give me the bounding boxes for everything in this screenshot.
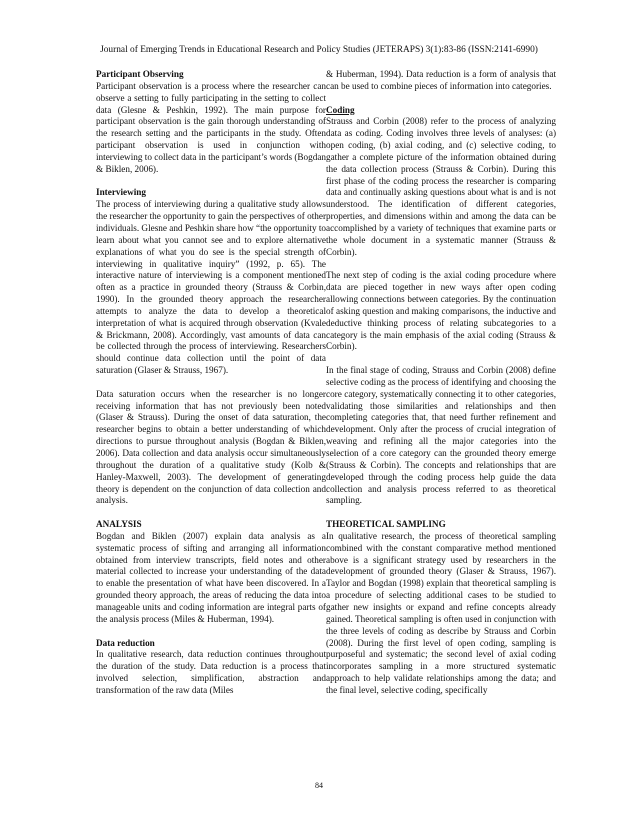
section-heading-data-reduction: Data reduction: [96, 637, 155, 648]
section-heading-coding: Coding: [326, 104, 355, 115]
right-column: [326, 69, 556, 709]
paragraph-interviewing-1: The process of interviewing during a qualitative study allows the researcher the opportunity to gain the perspectives of other individuals. Glesne and Peshkin share how “the opportunity to learn about what you cannot see and to explore alternative explanations of what you do see is the special strength of interviewing in qualitative inquiry” (1992, p. 65). The interactive nature of interviewing is a component mentioned often as a practice in grounded theory (Strauss & Corbin, 1990). In the grounded theory approach the researcher attempts to analyze the data to develop a theoretical interpretation of what is acquired through observation (Kvale & Brickmann, 2008). Accordingly, vast amounts of data can be collected through the process of interviewing. Researchers should continue data collection until the point of data saturation (Glaser & Strauss, 1967).: [96, 199, 326, 376]
paragraph-coding-3: In the final stage of coding, Strauss and Corbin (2008) define selective coding as the process of identifying and choosing the core category, systematically connecting it to other categories, validating those similarities and relationships and then completing categories that, that need further refinement and development. Only after the process of crucial integration of weaving and refining all the major categories into the selection of a core category can the grounded theory emerge (Strauss & Corbin). The concepts and relationships that are developed through the coding process help guide the data collection and analysis process referred to as theoretical sampling.: [326, 365, 556, 506]
left-column: [96, 69, 326, 709]
paragraph-analysis: Bogdan and Biklen (2007) explain data analysis as a systematic process of sifting and arranging all information obtained from interview transcripts, field notes and other material collected to increase your understanding of the data to enable the presentation of what have been discovered. In a grounded theory approach, the areas of reducing the data into manageable units and coding information are integral parts of the analysis process (Miles & Huberman, 1994).: [96, 530, 326, 624]
paragraph-data-reduction-continued: & Huberman, 1994). Data reduction is a form of analysis that can be used to combine pieces of information into categories.: [326, 69, 556, 91]
paragraph-coding-1: Strauss and Corbin (2008) refer to the process of analyzing data as coding. Coding involves three levels of analyses: (a) open coding, (b) axial coding, and (c) selective coding, to gather a complete picture of the information obtained during the data collection process (Strauss & Corbin). During this first phase of the coding process the researcher is comparing data and continually asking questions about what is and is not understood. The identification of different categories, properties, and dimensions within and among the data can be accomplished by a variety of techniques that examine parts or the whole document in a systematic manner (Strauss & Corbin).: [326, 116, 556, 257]
journal-header: Journal of Emerging Trends in Educational Research and Policy Studies (JETERAPS) 3(1):83-86 (ISSN:2141-6990): [100, 45, 538, 55]
page-number: 84: [315, 781, 323, 790]
paragraph-theoretical-sampling: In qualitative research, the process of theoretical sampling combined with the constant comparative method mentioned above is a significant strategy used by researchers in the development of grounded theory (Glaser & Strauss, 1967). Taylor and Bogdan (1998) explain that theoretical sampling is a procedure of selecting additional cases to be studied to gather new insights or expand and refine concepts already gained. Theoretical sampling is often used in conjunction with the three levels of coding as describe by Strauss and Corbin (2008). During the first level of open coding, sampling is purposeful and systematic; the second level of axial coding incorporates sampling in a more structured systematic approach to help validate relationships among the data; and the final level, selective coding, specifically: [326, 530, 556, 695]
paragraph-data-reduction: In qualitative research, data reduction continues throughout the duration of the study. Data reduction is a process that involved selection, simplification, abstraction and transformation of the raw data (Miles: [96, 649, 326, 695]
section-heading-theoretical-sampling: THEORETICAL SAMPLING: [326, 519, 446, 530]
paragraph-coding-2: The next step of coding is the axial coding procedure where data are pieced together in new ways after open coding allowing connections between categories. By the continuation of asking question and making comparisons, the inductive and deductive thinking process of relating subcategories to a category is the main emphasis of the axial coding (Strauss & Corbin).: [326, 270, 556, 352]
section-heading-participant-observing: Participant Observing: [96, 69, 184, 79]
paragraph-interviewing-2: Data saturation occurs when the researcher is no longer receiving information that has not previously been noted (Glaser & Strauss). During the onset of data saturation, the researcher begins to obtain a better understanding of which directions to pursue throughout analysis (Bogdan & Biklen, 2006). Data collection and data analysis occur simultaneously throughout the duration of a qualitative study (Kolb & Hanley-Maxwell, 2003). The development of generating theory is dependent on the conjunction of data collection and analysis.: [96, 388, 326, 506]
section-heading-interviewing: Interviewing: [96, 187, 147, 198]
section-heading-analysis: ANALYSIS: [96, 519, 142, 530]
paragraph-participant-observing: Participant observation is a process where the researcher can observe a setting to fully participating in the setting to collect data (Glesne & Peshkin, 1992). The main purpose for participant observation is the gain thorough understanding of the research setting and the participants in the study. Often participant observation is used in conjunction with interviewing to collect data in the participant’s words (Bogdan & Biklen, 2006).: [96, 80, 326, 174]
